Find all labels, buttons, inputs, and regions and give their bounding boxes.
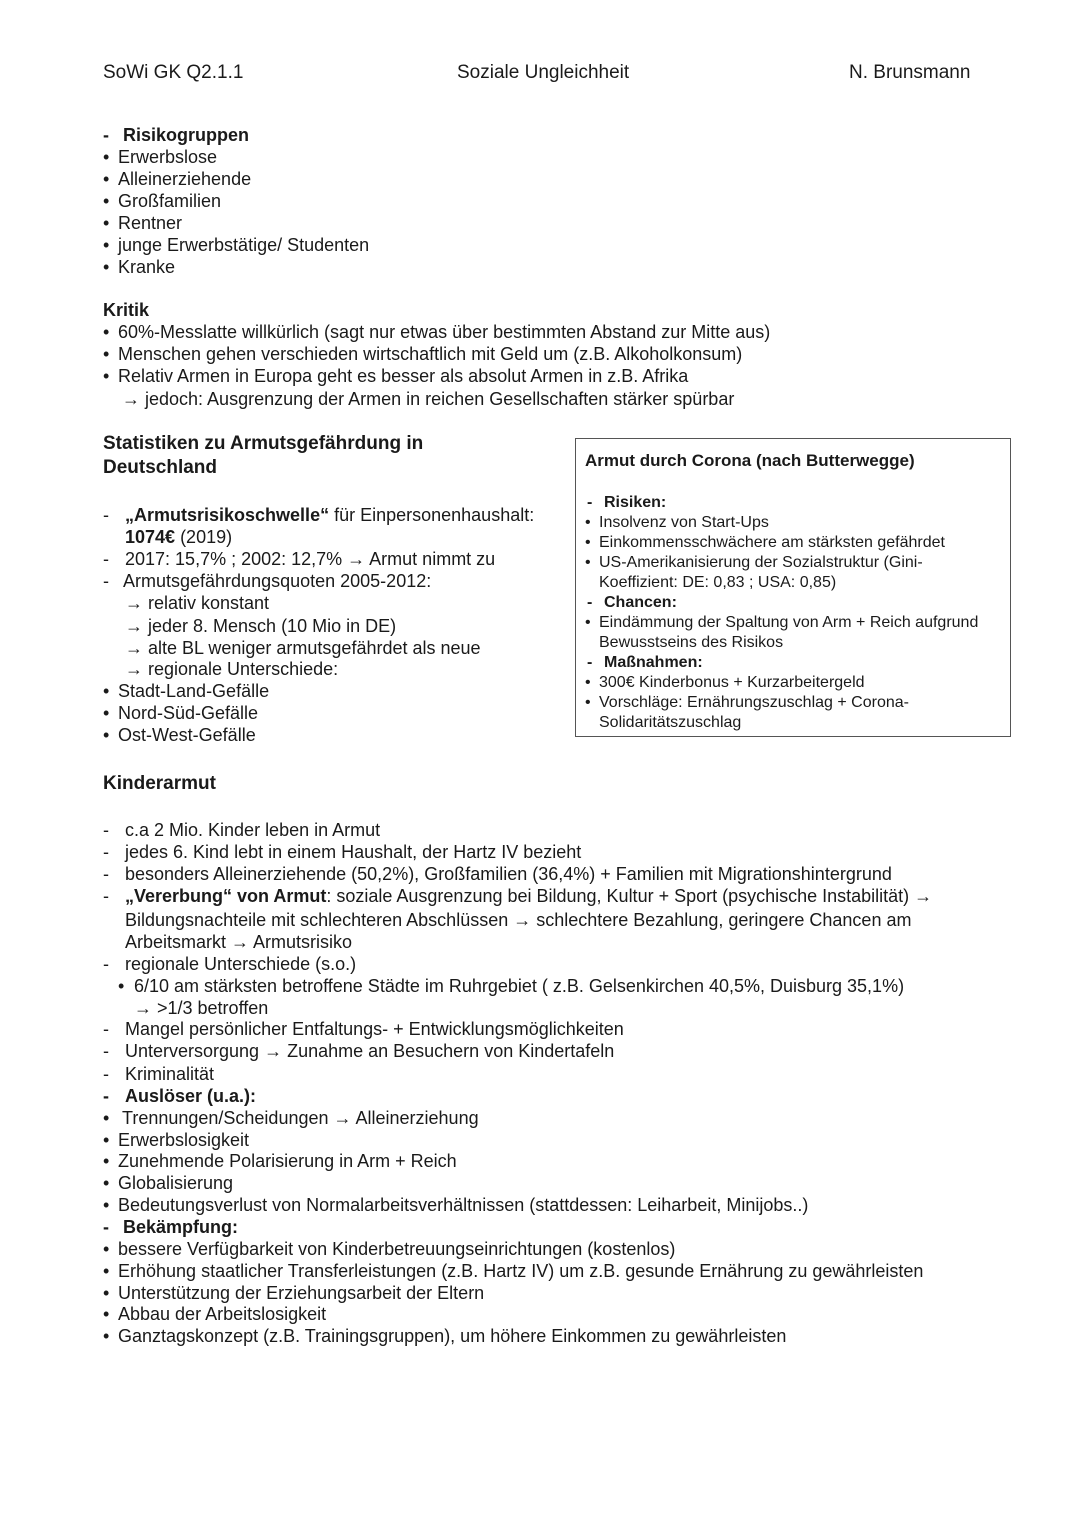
bullet-marker: • [103, 1195, 110, 1215]
bullet-marker: • [103, 344, 110, 364]
bullet-marker: • [585, 514, 591, 531]
bullet-marker: • [585, 674, 591, 691]
schwelle-term: „Armutsrisikoschwelle“ [125, 505, 330, 525]
list-item: Trennungen/Scheidungen → Alleinerziehung [122, 1108, 479, 1128]
quoten-line: Armutsgefährdungsquoten 2005-2012: [123, 571, 432, 591]
section-title-statistik: Statistiken zu Armutsgefährdung in [103, 433, 424, 454]
header-course: SoWi GK Q2.1.1 [103, 62, 244, 83]
section-title-kritik: Kritik [103, 300, 150, 320]
bullet-marker: • [103, 725, 110, 745]
list-item: Nord-Süd-Gefälle [118, 703, 259, 723]
list-item: besonders Alleinerziehende (50,2%), Großfamilien (36,4%) + Familien mit Migrationshintergrund [125, 864, 892, 884]
list-item: Bedeutungsverlust von Normalarbeitsverhältnissen (stattdessen: Leiharbeit, Minijobs..) [118, 1195, 809, 1215]
bullet-marker: • [103, 1108, 110, 1128]
bullet-marker: • [103, 1304, 110, 1324]
dash-marker: - [103, 842, 109, 862]
vererbung-term: „Vererbung“ von Armut [125, 886, 327, 906]
bullet-marker: • [103, 1173, 110, 1193]
bullet-marker: • [103, 1326, 110, 1346]
dash-marker: - [103, 1041, 109, 1061]
dash-marker: - [103, 954, 109, 974]
bullet-marker: • [103, 235, 110, 255]
list-item: Erwerbslosigkeit [118, 1130, 250, 1150]
list-item: Stadt-Land-Gefälle [118, 681, 270, 701]
list-item: Zunehmende Polarisierung in Arm + Reich [118, 1151, 457, 1171]
list-item: Globalisierung [118, 1173, 234, 1193]
list-item: US-Amerikanisierung der Sozialstruktur (Gini- [599, 554, 923, 571]
bullet-marker: • [585, 614, 591, 631]
corona-box [575, 438, 1011, 737]
list-item: Rentner [118, 213, 183, 233]
bullet-marker: • [103, 257, 110, 277]
list-item: Großfamilien [118, 191, 222, 211]
header-author: N. Brunsmann [849, 62, 971, 83]
dash-marker: - [103, 864, 109, 884]
bullet-marker: • [103, 1130, 110, 1150]
list-item: Relativ Armen in Europa geht es besser als absolut Armen in z.B. Afrika [118, 366, 689, 386]
list-item: bessere Verfügbarkeit von Kinderbetreuungseinrichtungen (kostenlos) [118, 1239, 676, 1259]
list-item: jedes 6. Kind lebt in einem Haushalt, der Hartz IV bezieht [125, 842, 582, 862]
arrow-line: → relativ konstant [125, 593, 270, 613]
bullet-marker: • [103, 191, 110, 211]
dash-marker: - [103, 820, 109, 840]
dash-marker: - [103, 1019, 109, 1039]
list-item: Kranke [118, 257, 176, 277]
list-item: Mangel persönlicher Entfaltungs- + Entwicklungsmöglichkeiten [125, 1019, 624, 1039]
bullet-marker: • [585, 554, 591, 571]
list-item: junge Erwerbstätige/ Studenten [118, 235, 370, 255]
arrow-line: → alte BL weniger armutsgefährdet als neue [125, 638, 481, 658]
corona-chancen-title: Chancen: [604, 594, 677, 611]
list-item-cont: Koeffizient: DE: 0,83 ; USA: 0,85) [599, 574, 837, 591]
list-item: 6/10 am stärksten betroffene Städte im Ruhrgebiet ( z.B. Gelsenkirchen 40,5%, Duisburg 35,1%) [134, 976, 905, 996]
bullet-marker: • [103, 1261, 110, 1281]
list-item: regionale Unterschiede (s.o.) [125, 954, 357, 974]
bullet-marker: • [103, 213, 110, 233]
list-item: Menschen gehen verschieden wirtschaftlich mit Geld um (z.B. Alkoholkonsum) [118, 344, 743, 364]
bullet-marker: • [103, 1239, 110, 1259]
dash-marker: - [103, 571, 109, 591]
bullet-marker: • [103, 703, 110, 723]
list-item: 300€ Kinderbonus + Kurzarbeitergeld [599, 674, 865, 691]
list-item: 60%-Messlatte willkürlich (sagt nur etwas über bestimmten Abstand zur Mitte aus) [118, 322, 771, 342]
trend-line: 2017: 15,7% ; 2002: 12,7% → Armut nimmt zu [125, 549, 496, 569]
list-item-cont: Solidaritätszuschlag [599, 714, 742, 731]
schwelle-value-line [125, 526, 232, 548]
arrow-line: → >1/3 betroffen [134, 998, 269, 1018]
dash-marker: - [587, 594, 593, 611]
vererbung-line [125, 885, 932, 907]
vererbung-text: : soziale Ausgrenzung bei Bildung, Kultur + Sport (psychische Instabilität) → [326, 886, 933, 906]
list-item: Kriminalität [125, 1064, 215, 1084]
schwelle-value: 1074€ [125, 527, 176, 547]
schwelle-line [125, 504, 534, 526]
bekaempfung-title: Bekämpfung: [123, 1217, 239, 1237]
list-item: Ost-West-Gefälle [118, 725, 256, 745]
dash-marker: - [587, 494, 593, 511]
dash-marker: - [103, 1064, 109, 1084]
list-item-cont: Arbeitsmarkt → Armutsrisiko [125, 932, 353, 952]
arrow-line: → jedoch: Ausgrenzung der Armen in reichen Gesellschaften stärker spürbar [122, 389, 735, 409]
list-item: Insolvenz von Start-Ups [599, 514, 769, 531]
schwelle-year: (2019) [175, 527, 233, 547]
dash-marker: - [103, 886, 109, 906]
section-title-kinderarmut: Kinderarmut [103, 773, 216, 794]
dash-marker: - [103, 549, 109, 569]
list-item: Abbau der Arbeitslosigkeit [118, 1304, 327, 1324]
list-item: Ganztagskonzept (z.B. Trainingsgruppen), um höhere Einkommen zu gewährleisten [118, 1326, 787, 1346]
dash-marker: - [103, 1086, 109, 1106]
section-title-statistik-cont: Deutschland [103, 457, 218, 478]
section-title-risikogruppen: Risikogruppen [123, 125, 250, 145]
header-topic: Soziale Ungleichheit [457, 62, 630, 83]
bullet-marker: • [103, 169, 110, 189]
list-item: Eindämmung der Spaltung von Arm + Reich aufgrund [599, 614, 979, 631]
arrow-line: → regionale Unterschiede: [125, 659, 339, 679]
dash-marker: - [103, 505, 109, 525]
schwelle-text: für Einpersonenhaushalt: [329, 505, 535, 525]
list-item: Vorschläge: Ernährungszuschlag + Corona- [599, 694, 909, 711]
list-item: Erhöhung staatlicher Transferleistungen (z.B. Hartz IV) um z.B. gesunde Ernährung zu gewährleisten [118, 1261, 924, 1281]
corona-massnahmen-title: Maßnahmen: [604, 654, 703, 671]
list-item: Erwerbslose [118, 147, 218, 167]
bullet-marker: • [103, 322, 110, 342]
arrow-line: → jeder 8. Mensch (10 Mio in DE) [125, 616, 397, 636]
list-item: Einkommensschwächere am stärksten gefährdet [599, 534, 945, 551]
dash-marker: - [587, 654, 593, 671]
list-item: Unterstützung der Erziehungsarbeit der Eltern [118, 1283, 485, 1303]
list-item-cont: Bildungsnachteile mit schlechteren Abschlüssen → schlechtere Bezahlung, geringere Chancen am [125, 910, 912, 930]
bullet-marker: • [118, 976, 125, 996]
list-item: c.a 2 Mio. Kinder leben in Armut [125, 820, 381, 840]
bullet-marker: • [103, 681, 110, 701]
bullet-marker: • [585, 534, 591, 551]
corona-title: Armut durch Corona (nach Butterwegge) [585, 451, 915, 470]
list-item: Alleinerziehende [118, 169, 252, 189]
ausloeser-title: Auslöser (u.a.): [125, 1086, 257, 1106]
list-item: Unterversorgung → Zunahme an Besuchern von Kindertafeln [125, 1041, 615, 1061]
bullet-marker: • [103, 1151, 110, 1171]
bullet-marker: • [103, 1283, 110, 1303]
dash-marker: - [103, 125, 109, 145]
bullet-marker: • [103, 366, 110, 386]
corona-risiken-title: Risiken: [604, 494, 667, 511]
bullet-marker: • [103, 147, 110, 167]
dash-marker: - [103, 1217, 109, 1237]
list-item-cont: Bewusstseins des Risikos [599, 634, 784, 651]
bullet-marker: • [585, 694, 591, 711]
